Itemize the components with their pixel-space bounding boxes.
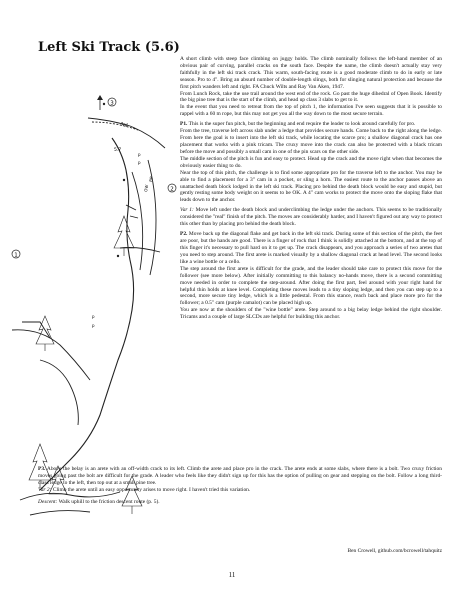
pitch-1-paragraph: The middle section of the pitch is fun and easy to protect. Head up the crack and the move right when that becomes the obviously easier thing to do.	[180, 155, 442, 169]
variation-1-paragraph: Var 1: Move left under the death block and underclimbing the ledge under the anchors. This seems to be traditionally considered the "real" finish of the pitch. The moves are considerably harder, and I haven't figured out any way to protect this other than by placing pro behind the death block.	[180, 207, 442, 228]
topo-slab-2	[30, 511, 90, 515]
descent-label: Descent:	[38, 498, 58, 505]
pitch-3-label-text: P3.	[38, 466, 46, 472]
route-description	[180, 56, 442, 321]
topo-arrow-icon	[97, 95, 105, 110]
page-number: 11	[228, 571, 236, 579]
topo-pp-lower-2: p	[92, 323, 95, 328]
author-credit: Ben Crowell, github.com/bcrowell/tahquitz	[347, 548, 442, 554]
tree-icon	[36, 316, 54, 351]
belay-dot-icon	[123, 179, 125, 181]
intro-paragraph: In the event that you need to retreat from the top of pitch 1, the information I've seen suggests that it is possible to rappel with a 60 m rope, but this may not get you all the way down to the most secure terrain.	[180, 104, 442, 118]
third-class-label: 3rd	[119, 122, 128, 129]
pitch-1-paragraph: P1. This is the super fun pitch, but the beginning and end require the leader to look around carefully for pro.	[180, 121, 416, 128]
intro-paragraph: A short climb with steep face climbing on juggy holds. The climb nominally follows the left-hand member of an obvious pair of curving, parallel cracks on the south face. Despite the name, the climb doesn't actually stay very faithfully in the left ski track crack. This warm, south-facing route is a good moderate climb to do in early or late season. Pro to 4". Bring an absurd number of double-length slings, both for slinging natural protection and because the first pitch wanders left and right. FA Chuck Wilts and Ray Van Aken, 1947.	[180, 56, 442, 90]
pitch-2-paragraph: The step around the first arete is difficult for the grade, and the leader should take care to protect this move for the follower (see more below). After initially committing to this balancy no-hands move, there is a second committing move needed in order to complete the step-around. After doing the first part, feel around with your right hand for helpful thin holds at knee level. Completing these moves leads to a tiny sloping ledge, and then you can step up to a second, more secure tiny ledge, which is a little pedestal. From this stance, reach back and place more pro for the follower; a 0.5" cam (purple camalot) can be placed high up.	[180, 265, 442, 307]
descent-paragraph: Descent: Walk uphill to the friction descent route (p. 5).	[38, 498, 160, 505]
pitch-3-label: 3	[110, 100, 114, 107]
tree-icon	[114, 216, 134, 256]
pitch-3-paragraph: P3. Above the belay is an arete with an off-width crack to its left. Climb the arete and place pro in the crack. The arete ends at some slabs, where there is a bolt. Two cruxy friction moves going past the bolt are difficult for the grade. A leader who feels like they didn't sign up for this has the option of pulling on gear and stepping on the bolt. Follow a long third-class ledge to the left, then top out at a small pine tree.	[38, 466, 442, 486]
variation-2-paragraph: Var 2: Climb the arete until an easy opportunity arises to move right. I haven't tried this variation.	[38, 486, 251, 493]
variation-1-label: Var 1:	[180, 207, 194, 214]
belay-dot-icon	[117, 255, 119, 257]
topo-pitch-3-marker	[108, 98, 116, 107]
topo-ow-label: OW	[143, 184, 150, 193]
pitch-1-label: 1	[14, 252, 18, 259]
pitch-1-paragraph: From the tree, traverse left across slab under a ledge that provides secure hands. Come back to the right along the ledge. From here the goal is to insert into the left ski track, while locating the scarce pro; a shallow diagonal crack has one placement that works with a pink tricam. The cruxy move into the crack can also be protected with a black tricam before the move and possibly a small cam in one of the pin scars on the other side.	[180, 128, 442, 155]
pitch-2-label-text: P2.	[180, 231, 188, 238]
topo-crack-left	[132, 172, 143, 270]
topo-face-ledge	[40, 360, 78, 425]
route-description-lower	[38, 466, 442, 506]
topo-pp-lower-1: p	[92, 314, 95, 319]
rating-label: 5.7	[114, 148, 122, 153]
topo-rp-label: RP	[148, 176, 154, 183]
topo-pitch-1-marker	[12, 250, 20, 259]
pitch-2-paragraph: P2. Move back up the diagonal flake and get back in the left ski track. During some of this section of the pitch, the feet are poor, but the hands are good. There is a finger of rock that I think is solidly attached at the bottom, and at the top of this finger it's necessary to pull hard on it to get up. The crack disappears, and you approach a series of two aretes that you need to step around. The first arete is marked visually by a shallow diagonal crack at head level. The second looks like a wine bottle or a cello.	[180, 231, 443, 265]
page-title: Left Ski Track (5.6)	[38, 40, 180, 55]
topo-pitch-2-marker	[168, 184, 176, 193]
variation-2-label: Var 2:	[38, 486, 52, 493]
topo-pp-upper-2: p	[138, 160, 141, 165]
intro-paragraph: From Lunch Rock, take the use trail around the west end of the rock. Go past the huge dihedral of Open Book. Identify the big pine tree that is the start of the climb, and head up class 3 slabs to get to it.	[180, 90, 442, 104]
topo-route-line	[40, 138, 134, 490]
pitch-2-label: 2	[170, 186, 174, 193]
pitch-1-paragraph: Near the top of this pitch, the challenge is to find some appropriate pro for the traverse left to the anchor. You may be able to find a placement for a 3" cam in a pocket, or sling a horn. The easiest route to the anchor passes above an unattached death block lodged in the left ski track. Placing pro behind the death block would be easy and stupid, but gently resting some body weight on it seems to be OK. A 4" cam works to protect the move onto the sloping flake that leads down to the anchor.	[180, 169, 442, 204]
pitch-2-paragraph: You are now at the shoulders of the "wine bottle" arete. Step around to a big belay ledge behind the right shoulder. Tricams and a couple of large SLCDs are helpful for building this anchor.	[180, 307, 442, 321]
topo-pp-upper-1: p	[138, 152, 141, 157]
pitch-1-label-text: P1.	[180, 121, 188, 128]
